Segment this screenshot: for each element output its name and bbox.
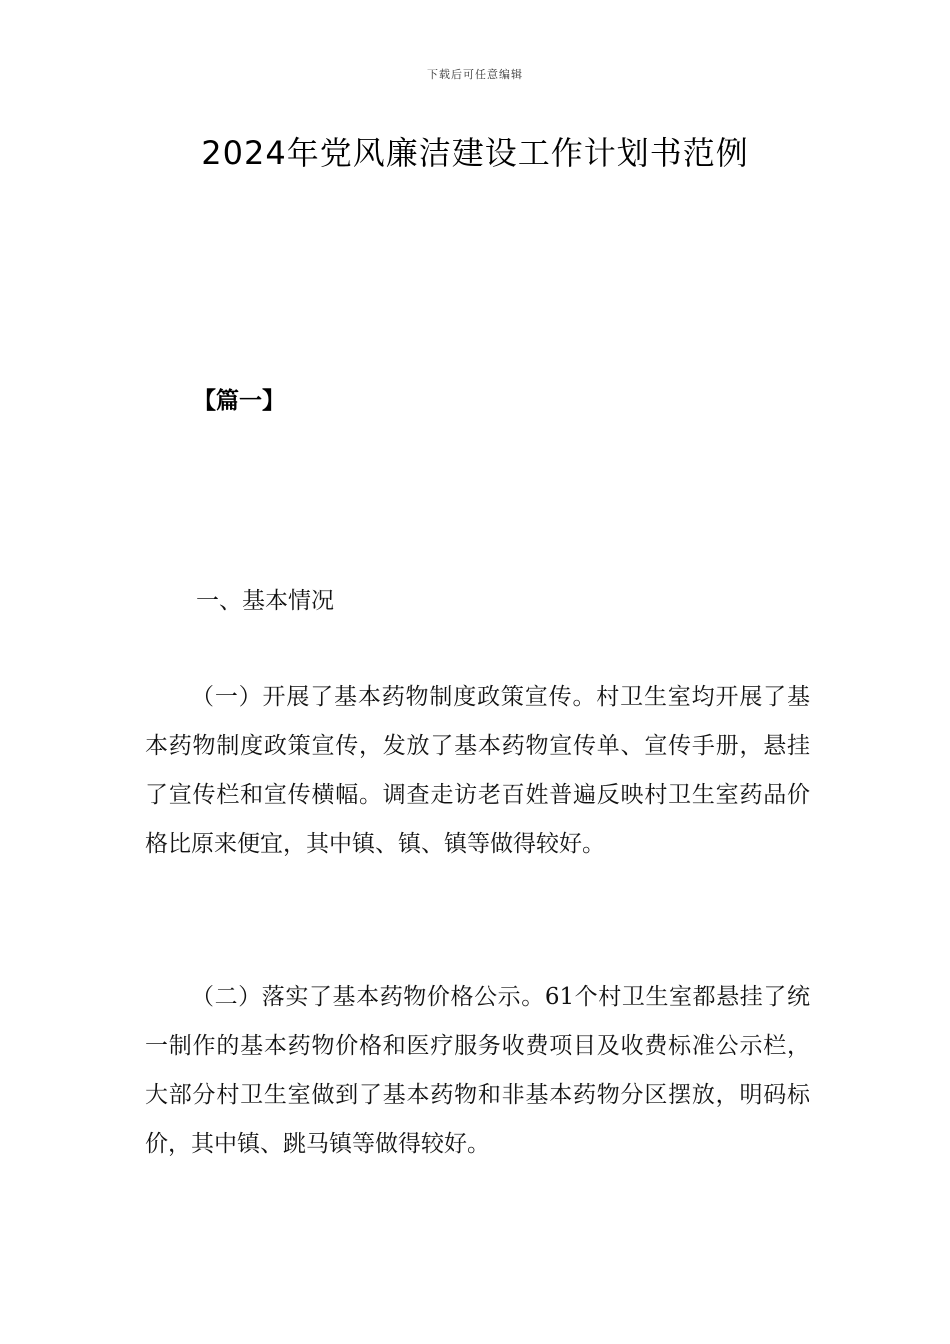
section-mark: 【篇一】 <box>193 387 285 414</box>
header-note: 下载后可任意编辑 <box>427 68 523 81</box>
section-heading: 一、基本情况 <box>196 588 334 614</box>
paragraph-1: （一）开展了基本药物制度政策宣传。村卫生室均开展了基本药物制度政策宣传，发放了基本药物宣传单、宣传手册，悬挂了宣传栏和宣传横幅。调查走访老百姓普遍反映村卫生室药品价格比原来便宜，其中镇、镇、镇等做得较好。 <box>145 684 810 857</box>
document-title: 2024年党风廉洁建设工作计划书范例 <box>201 134 749 172</box>
paragraph-2: （二）落实了基本药物价格公示。61个村卫生室都悬挂了统一制作的基本药物价格和医疗服务收费项目及收费标准公示栏，大部分村卫生室做到了基本药物和非基本药物分区摆放，明码标价，其中镇、跳马镇等做得较好。 <box>145 984 810 1157</box>
